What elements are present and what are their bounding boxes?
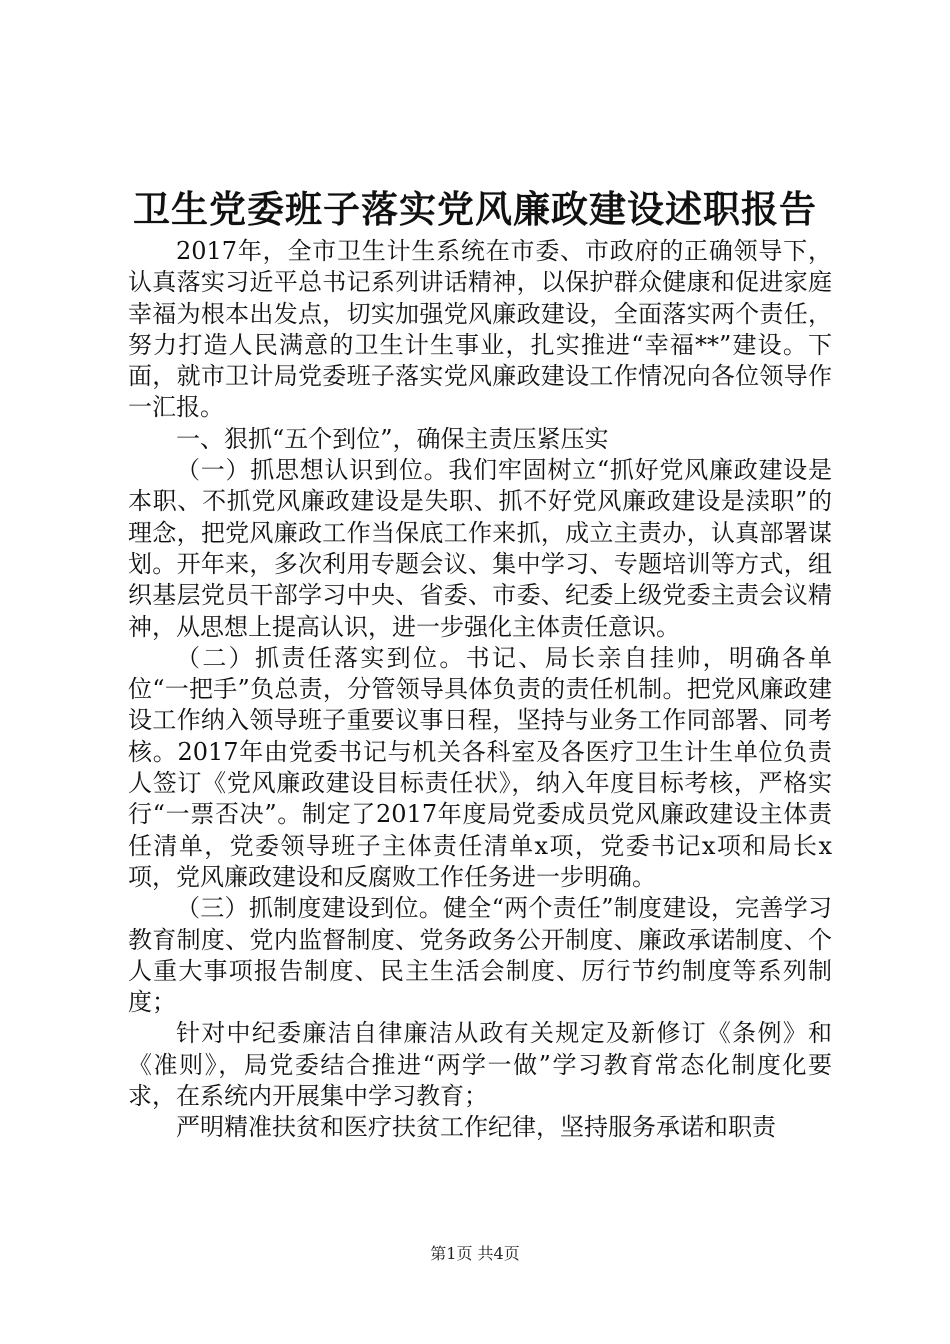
paragraph-item-3: （三）抓制度建设到位。健全“两个责任”制度建设，完善学习教育制度、党内监督制度、党务政务公开制度、廉政承诺制度、个人重大事项报告制度、民主生活会制度、厉行节约制度等系列制度； (128, 894, 832, 1017)
paragraph-discipline: 严明精准扶贫和医疗扶贫工作纪律，坚持服务承诺和职责 (176, 1113, 776, 1142)
paragraph-intro: 2017年，全市卫生计生系统在市委、市政府的正确领导下，认真落实习近平总书记系列讲话精神，以保护群众健康和促进家庭幸福为根本出发点，切实加强党风廉政建设，全面落实两个责任，努力打造人民满意的卫生计生事业，扎实推进“幸福**”建设。下面，就市卫计局党委班子落实党风廉政建设工作情况向各位领导作一汇报。 (128, 237, 832, 422)
document-title: 卫生党委班子落实党风廉政建设述职报告 (133, 187, 817, 231)
paragraph-study: 针对中纪委廉洁自律廉洁从政有关规定及新修订《条例》和《准则》，局党委结合推进“两学一做”学习教育常态化制度化要求，在系统内开展集中学习教育； (128, 1019, 832, 1111)
document-body (128, 236, 832, 1144)
page-number-footer: 第1页 共4页 (430, 1244, 520, 1263)
paragraph-item-1: （一）抓思想认识到位。我们牢固树立“抓好党风廉政建设是本职、不抓党风廉政建设是失职、抓不好党风廉政建设是渎职”的理念，把党风廉政工作当保底工作来抓，成立主责办，认真部署谋划。开年来，多次利用专题会议、集中学习、专题培训等方式，组织基层党员干部学习中央、省委、市委、纪委上级党委主责会议精神，从思想上提高认识，进一步强化主体责任意识。 (128, 456, 832, 641)
paragraph-item-2: （二）抓责任落实到位。书记、局长亲自挂帅，明确各单位“一把手”负总责，分管领导具体负责的责任机制。把党风廉政建设工作纳入领导班子重要议事日程，坚持与业务工作同部署、同考核。2017年由党委书记与机关各科室及各医疗卫生计生单位负责人签订《党风廉政建设目标责任状》，纳入年度目标考核，严格实行“一票否决”。制定了2017年度局党委成员党风廉政建设主体责任清单，党委领导班子主体责任清单x项，党委书记x项和局长x项，党风廉政建设和反腐败工作任务进一步明确。 (128, 643, 832, 891)
section-heading: 一、狠抓“五个到位”，确保主责压紧压实 (176, 424, 609, 453)
